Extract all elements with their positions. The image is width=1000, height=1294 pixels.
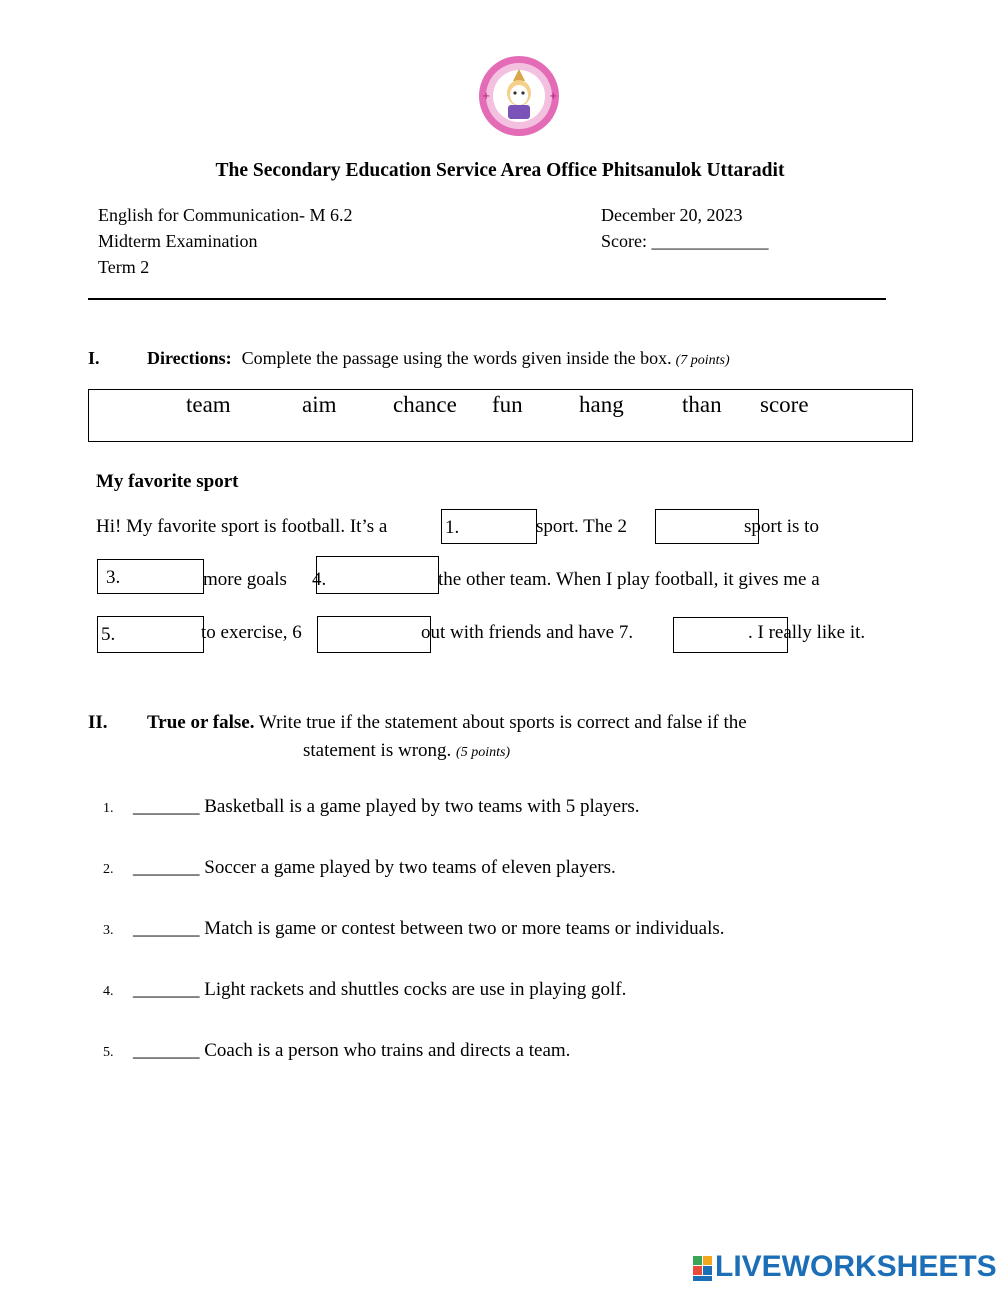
school-seal-logo [473,55,565,137]
section2-instructions [147,712,747,734]
term-label: Term 2 [98,257,150,277]
brand-text: LIVEWORKSHEETS [715,1250,997,1283]
word-bank-word: hang [579,392,624,417]
word-bank-word: fun [492,392,523,417]
question-text[interactable]: _______ Coach is a person who trains and directs a team. [133,1040,571,1061]
passage-title: My favorite sport [96,471,239,492]
passage-text: Hi! My favorite sport is football. It’s a [96,516,388,537]
word-bank-word: chance [393,392,457,417]
question-number: 3. [103,923,114,938]
exam-name: Midterm Examination [98,231,258,251]
question-text[interactable]: _______ Light rackets and shuttles cocks are use in playing golf. [133,979,627,1000]
section1-number: I. [88,348,100,368]
score-field[interactable]: Score: _____________ [601,231,769,251]
word-bank-word: score [760,392,809,417]
passage-text: out with friends and have 7. [421,622,634,643]
section1-points: (7 points) [675,353,730,368]
svg-text:+: + [549,91,558,102]
passage-text: to exercise, 6 [201,622,302,643]
blank-4-number: 4. [312,569,327,590]
passage-text: the other team. When I play football, it gives me a [438,569,820,590]
question-text[interactable]: _______ Basketball is a game played by two teams with 5 players. [133,796,640,817]
directions-text: Complete the passage using the words given inside the box. [241,348,672,368]
blank-3-input[interactable]: 3. [97,559,204,594]
question-text[interactable]: _______ Soccer a game played by two teams of eleven players. [133,857,616,878]
svg-text:+: + [482,91,491,102]
section2-number: II. [88,712,108,733]
section2-instr-line2: statement is wrong. [303,740,452,761]
blank-1-input[interactable]: 1. [441,509,537,544]
directions-label: Directions: [147,348,232,368]
question-number: 4. [103,984,114,999]
office-title: The Secondary Education Service Area Office Phitsanulok Uttaradit [215,160,785,181]
question-text[interactable]: _______ Match is game or contest between two or more teams or individuals. [133,918,725,939]
blank-4-input[interactable] [316,556,439,594]
word-bank-word: than [682,392,722,417]
question-number: 1. [103,801,114,816]
section1-directions [147,348,730,369]
question-number: 5. [103,1045,114,1060]
question-number: 2. [103,862,114,877]
blank-5-input[interactable]: 5. [97,616,204,653]
word-bank-word: team [186,392,231,417]
section2-points: (5 points) [456,745,511,760]
course-name: English for Communication- M 6.2 [98,205,353,225]
passage-text: sport is to [744,516,819,537]
liveworksheets-logo-icon [693,1256,715,1282]
header-divider [88,298,886,300]
exam-date: December 20, 2023 [601,205,743,225]
section2-instr-line1: Write true if the statement about sports is correct and false if the [258,712,747,733]
section2-instr-line2-wrap [303,740,510,762]
section2-title: True or false. [147,712,255,733]
passage-text: more goals [203,569,287,590]
blank-6-input[interactable] [317,616,431,653]
passage-text: sport. The 2 [536,516,627,537]
passage-text: . I really like it. [748,622,866,643]
word-bank-word: aim [302,392,337,417]
